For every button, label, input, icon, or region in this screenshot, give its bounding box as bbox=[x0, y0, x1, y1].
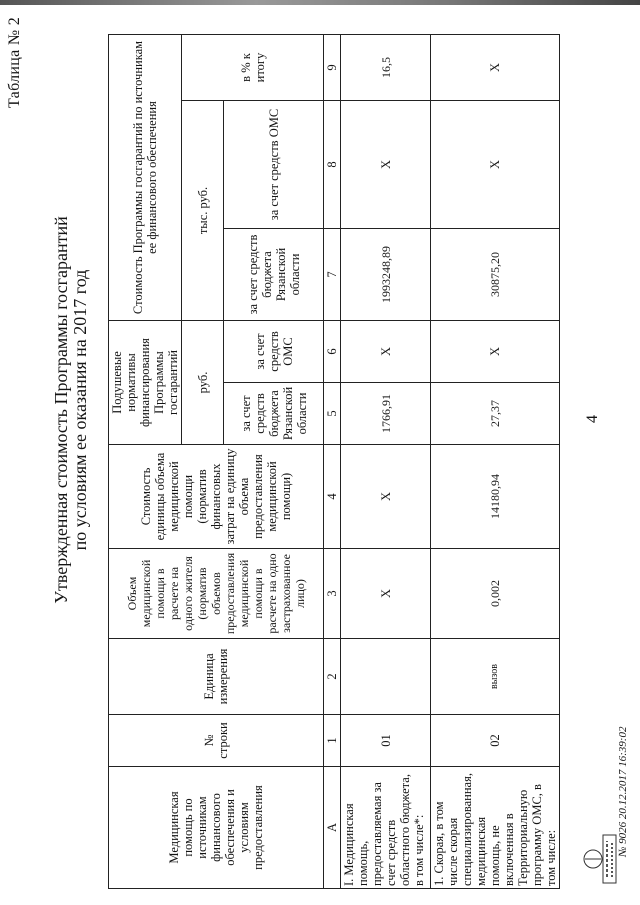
header-group-cost: Стоимость Программы госгарантий по источникам ее финансового обеспечения bbox=[109, 35, 182, 321]
header-unit-rub: руб. bbox=[182, 321, 224, 445]
header-cost-oms: за счет средств ОМС bbox=[224, 101, 324, 229]
row-percent: Х bbox=[431, 35, 560, 101]
header-norm-budget: за счет средств бюджета Рязанской области bbox=[224, 383, 324, 445]
row-volume: Х bbox=[341, 549, 431, 639]
registration-stamp-text: № 9026 20.12.2017 16:39:02 bbox=[617, 726, 629, 857]
colnum-8: 8 bbox=[324, 101, 341, 229]
table-row bbox=[341, 35, 431, 889]
row-percent: 16,5 bbox=[341, 35, 431, 101]
row-cost-budget: 1993248,89 bbox=[341, 229, 431, 321]
row-name: I. Медицинская помощь, предоставляемая за счет средств областного бюджета, в том числе*: bbox=[341, 767, 431, 889]
row-norm-oms: Х bbox=[431, 321, 560, 383]
header-unit-pct: в % к итогу bbox=[182, 35, 324, 101]
row-line-no: 02 bbox=[431, 715, 560, 767]
colnum-6: 6 bbox=[324, 321, 341, 383]
header-group-norms: Подушевые нормативы финансирования Программы госгарантий bbox=[109, 321, 182, 445]
column-number-row bbox=[324, 35, 341, 889]
row-unit: вызов bbox=[431, 639, 560, 715]
header-cost-budget: за счет средств бюджета Рязанской области bbox=[224, 229, 324, 321]
title-line-2: по условиям ее оказания на 2017 год bbox=[70, 269, 90, 551]
row-line-no: 01 bbox=[341, 715, 431, 767]
colnum-4: 4 bbox=[324, 445, 341, 549]
colnum-2: 2 bbox=[324, 639, 341, 715]
row-cost-oms: Х bbox=[431, 101, 560, 229]
row-cost-oms: Х bbox=[341, 101, 431, 229]
colnum-9: 9 bbox=[324, 35, 341, 101]
colnum-1: 1 bbox=[324, 715, 341, 767]
row-cost-budget: 30875,20 bbox=[431, 229, 560, 321]
document-title bbox=[52, 170, 90, 650]
colnum-7: 7 bbox=[324, 229, 341, 321]
header-norm-oms: за счет средств ОМС bbox=[224, 321, 324, 383]
title-line-1: Утвержденная стоимость Программы госгарантий bbox=[51, 216, 71, 604]
colnum-a: А bbox=[324, 767, 341, 889]
header-col-1: № строки bbox=[109, 715, 324, 767]
row-volume: 0,002 bbox=[431, 549, 560, 639]
row-norm-oms: Х bbox=[341, 321, 431, 383]
header-row-1 bbox=[109, 35, 182, 889]
row-norm-budget: 1766,91 bbox=[341, 383, 431, 445]
row-name: 1. Скорая, в том числе скорая специализированная, медицинская помощь, не включенная в Территориальную программу ОМС, в том числе: bbox=[431, 767, 560, 889]
row-unit bbox=[341, 639, 431, 715]
row-norm-budget: 27,37 bbox=[431, 383, 560, 445]
colnum-3: 3 bbox=[324, 549, 341, 639]
header-unit-thous: тыс. руб. bbox=[182, 101, 224, 321]
table-row bbox=[431, 35, 560, 889]
row-unit-cost: 14180,94 bbox=[431, 445, 560, 549]
program-cost-table bbox=[108, 34, 560, 889]
header-col-a: Медицинская помощь по источникам финансового обеспечения и условиям предоставления bbox=[109, 767, 324, 889]
table-label: Таблица № 2 bbox=[6, 17, 23, 108]
header-col-4: Стоимость единицы объема медицинской помощи (норматив финансовых затрат на единицу объема предоставления медицинской помощи) bbox=[109, 445, 324, 549]
page-number: 4 bbox=[584, 415, 601, 423]
row-unit-cost: Х bbox=[341, 445, 431, 549]
header-col-2: Единица измерения bbox=[109, 639, 324, 715]
header-col-3: Объем медицинской помощи в расчете на одного жителя (норматив объемов предоставления медицинской помощи в расчете на одно застрахованное лицо) bbox=[109, 549, 324, 639]
colnum-5: 5 bbox=[324, 383, 341, 445]
